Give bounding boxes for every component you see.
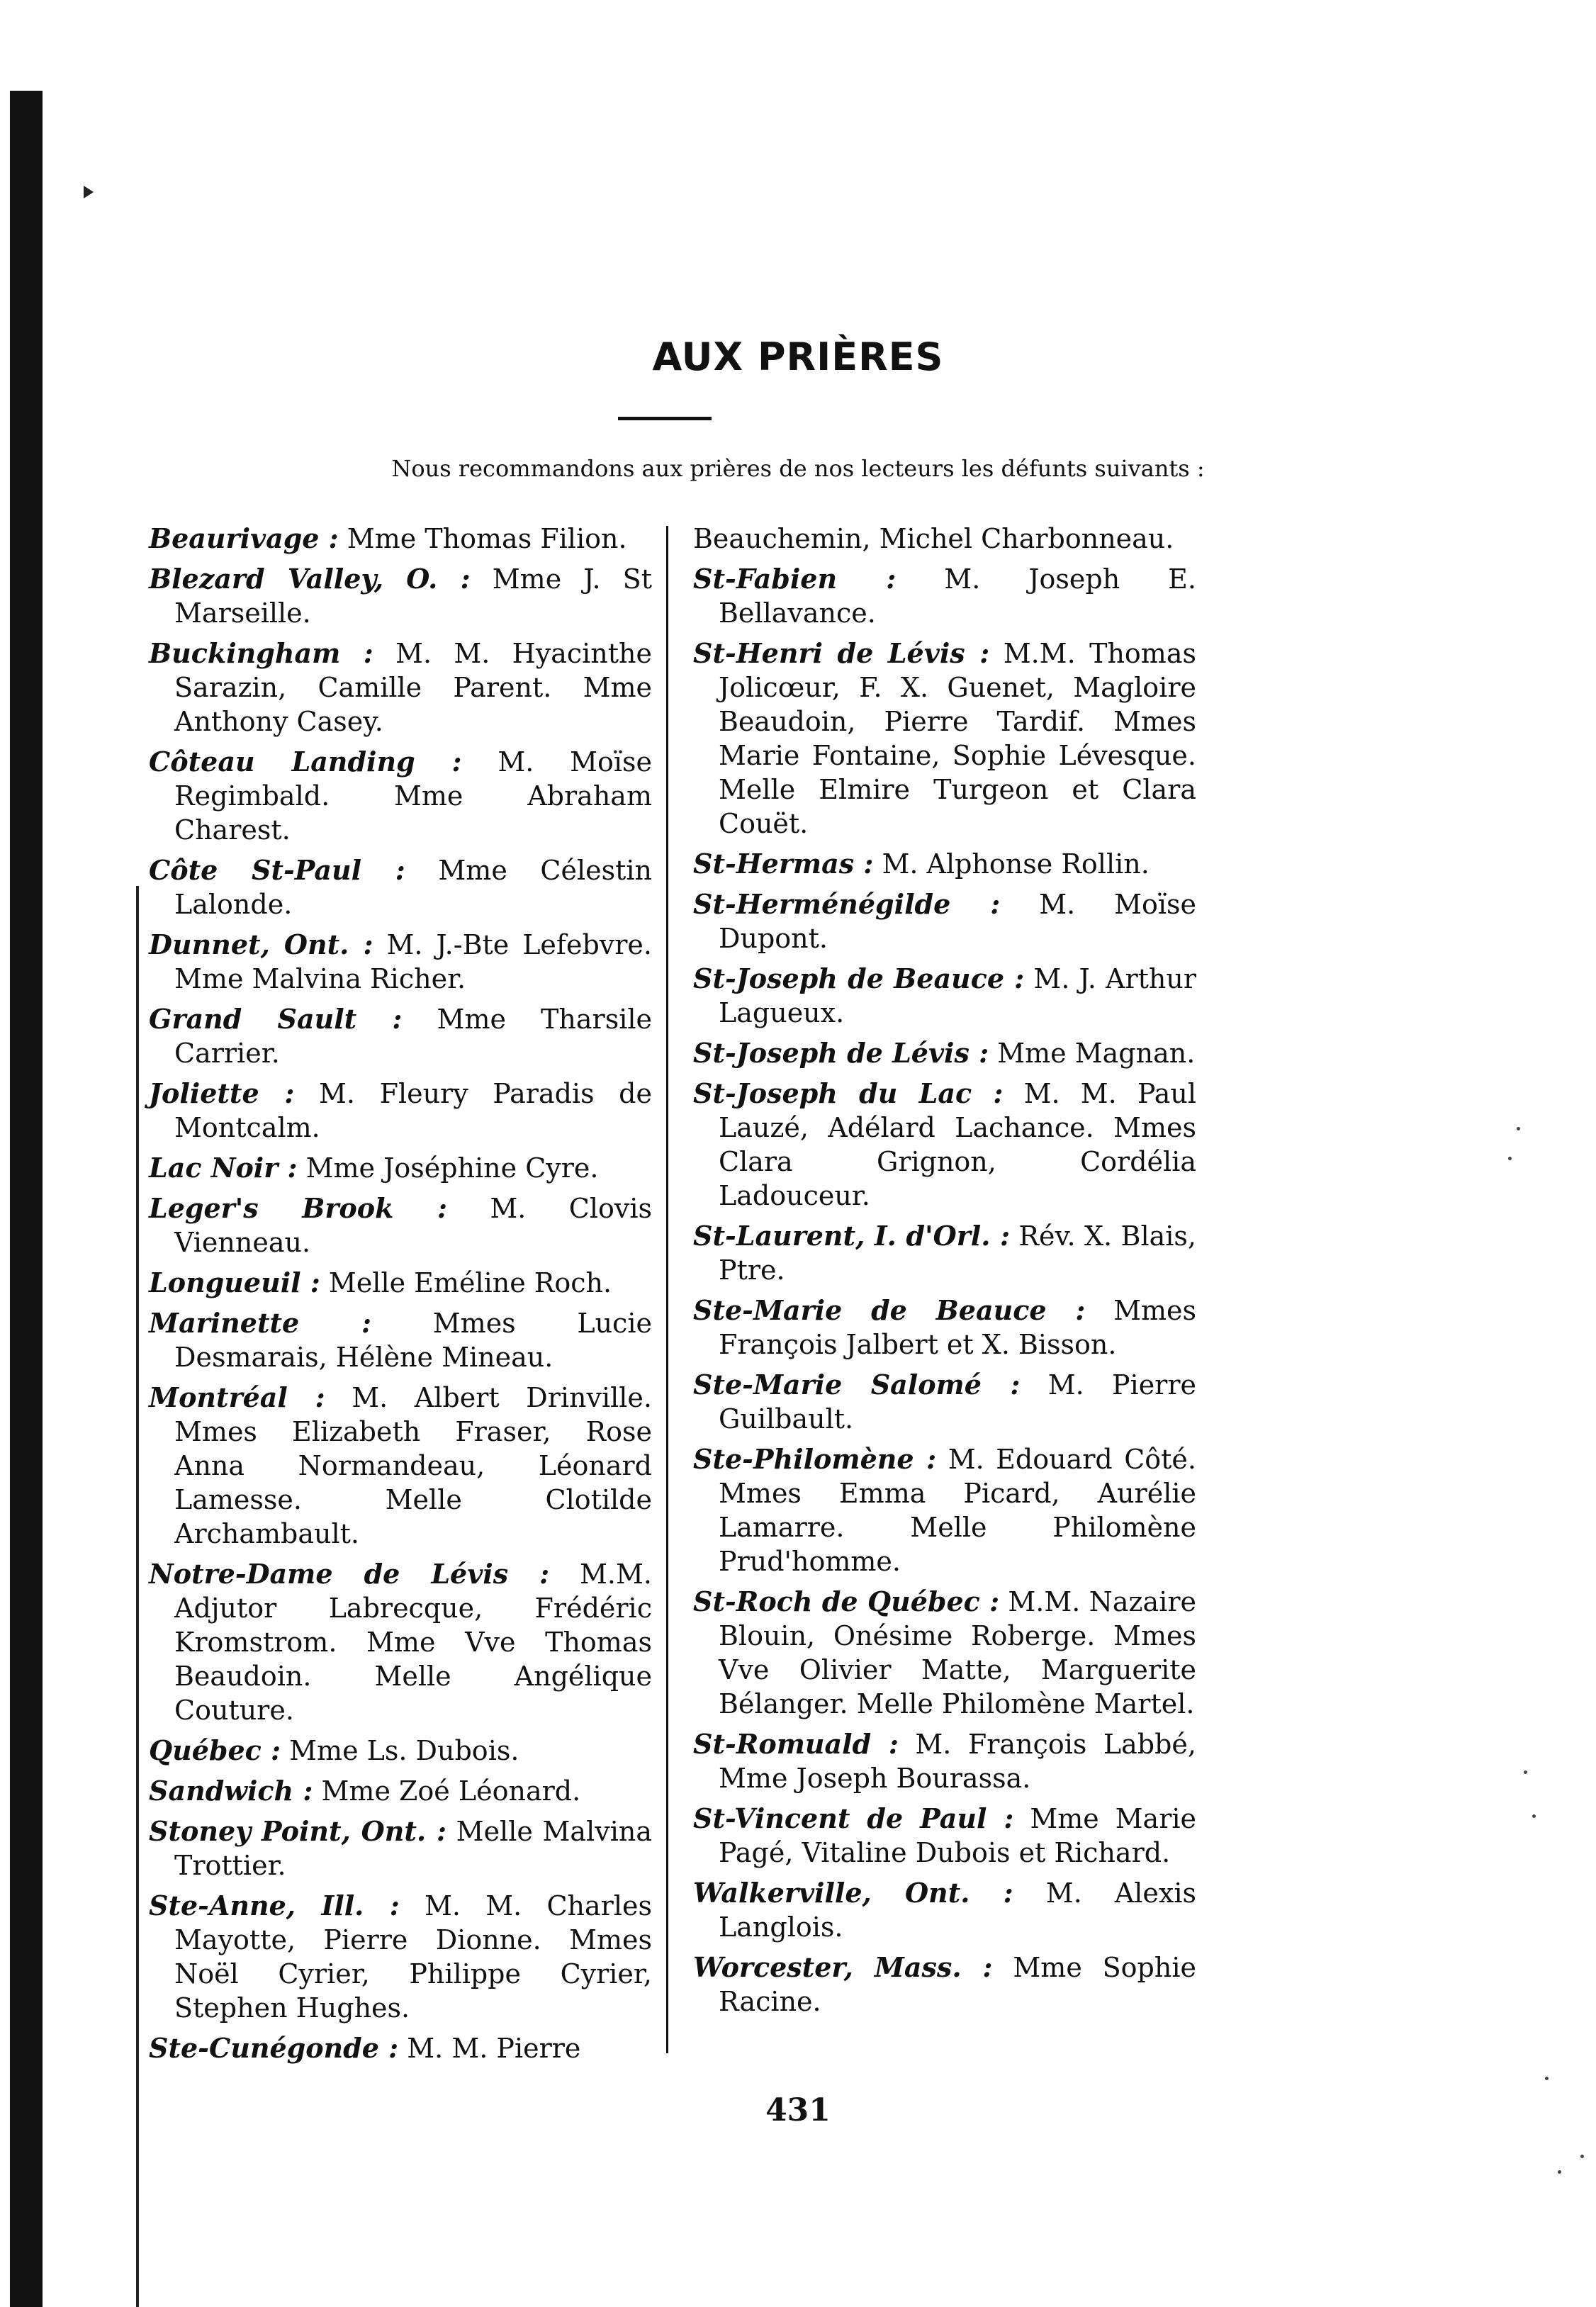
parish-name: Blezard Valley, O. :: [149, 563, 471, 595]
parish-name: Sandwich :: [149, 1775, 313, 1807]
obituary-entry: [693, 522, 1196, 556]
deceased-names: Mme Ls. Dubois.: [281, 1735, 519, 1766]
parish-name: Buckingham :: [149, 637, 373, 669]
obituary-entry: [693, 1802, 1196, 1870]
parish-name: St-Herménégilde :: [693, 888, 1001, 920]
deceased-names: Mme Tharsile Carrier.: [174, 1004, 652, 1069]
parish-name: Longueuil :: [149, 1267, 320, 1298]
deceased-names: M. Pierre Guilbault.: [719, 1369, 1196, 1435]
parish-name: St-Roch de Québec :: [693, 1585, 1000, 1617]
column-divider: [666, 526, 668, 2053]
deceased-names: M. Edouard Côté. Mmes Emma Picard, Aurélie Lamarre. Melle Philomène Prud'homme.: [719, 1444, 1197, 1577]
obituary-entry: [693, 1876, 1196, 1944]
parish-name: St-Henri de Lévis :: [693, 637, 990, 669]
parish-name: St-Vincent de Paul :: [693, 1802, 1014, 1834]
parish-name: St-Joseph de Beauce :: [693, 962, 1025, 994]
obituary-entry: [149, 928, 652, 996]
deceased-names: Melle Malvina Trottier.: [174, 1816, 652, 1881]
obituary-entry: [693, 1950, 1196, 2019]
deceased-names: M. Joseph E. Bellavance.: [719, 563, 1196, 629]
deceased-names: Mme Sophie Racine.: [719, 1952, 1196, 2017]
deceased-names: M. M. Charles Mayotte, Pierre Dionne. Mmes Noël Cyrier, Philippe Cyrier, Stephen Hughes.: [174, 1890, 652, 2023]
obituary-entry: [149, 562, 652, 630]
deceased-names: M. J. Arthur Lagueux.: [719, 963, 1197, 1028]
obituary-entry: [693, 1293, 1196, 1362]
obituary-entry: [693, 1442, 1196, 1578]
deceased-names: M. Clovis Vienneau.: [174, 1193, 652, 1258]
deceased-names: M. M. Hyacinthe Sarazin, Camille Parent. Mme Anthony Casey.: [174, 638, 652, 737]
deceased-names: Mme J. St Marseille.: [174, 563, 652, 629]
parish-name: Ste-Anne, Ill. :: [149, 1890, 400, 1921]
obituary-entry: [149, 522, 652, 556]
parish-name: Lac Noir :: [149, 1152, 298, 1184]
parish-name: Grand Sault :: [149, 1003, 403, 1035]
parish-name: St-Fabien :: [693, 563, 897, 595]
deceased-names: M.M. Adjutor Labrecque, Frédéric Kromstrom. Mme Vve Thomas Beaudoin. Melle Angélique Couture.: [174, 1559, 652, 1726]
parish-name: Ste-Marie Salomé :: [693, 1369, 1021, 1401]
page-number: 431: [765, 2092, 831, 2128]
parish-name: Worcester, Mass. :: [693, 1951, 993, 1983]
obituary-entry: [149, 1002, 652, 1070]
obituary-entry: [149, 853, 652, 921]
parish-name: Beaurivage :: [149, 522, 339, 554]
parish-name: Montréal :: [149, 1381, 325, 1413]
deceased-names: M. Moïse Regimbald. Mme Abraham Charest.: [174, 746, 652, 846]
scan-speck: [1508, 1157, 1512, 1160]
parish-name: St-Joseph du Lac :: [693, 1077, 1004, 1109]
deceased-names: Mmes Lucie Desmarais, Hélène Mineau.: [174, 1308, 652, 1373]
parish-name: Côte St-Paul :: [149, 854, 405, 886]
obituary-entry: [693, 962, 1196, 1030]
obituary-entry: [149, 1381, 652, 1551]
parish-name: St-Romuald :: [693, 1728, 899, 1760]
deceased-names: M. Fleury Paradis de Montcalm.: [174, 1078, 652, 1143]
obituary-entry: [149, 745, 652, 847]
obituary-entry: [693, 1036, 1196, 1070]
deceased-names: M. Moïse Dupont.: [719, 889, 1196, 954]
title-divider: [618, 417, 712, 420]
obituary-entry: [149, 1814, 652, 1882]
parish-name: Leger's Brook :: [149, 1192, 447, 1224]
deceased-names: Melle Eméline Roch.: [320, 1267, 612, 1298]
obituary-entry: [693, 887, 1196, 955]
deceased-names: M. Alexis Langlois.: [719, 1877, 1196, 1943]
deceased-names: Mme Thomas Filion.: [338, 523, 627, 554]
obituary-entry: [149, 636, 652, 739]
left-column: [149, 522, 652, 2072]
parish-name: Walkerville, Ont. :: [693, 1877, 1013, 1909]
parish-name: Stoney Point, Ont. :: [149, 1815, 446, 1847]
deceased-names: M. J.-Bte Lefebvre. Mme Malvina Richer.: [174, 929, 652, 994]
obituary-entry: [693, 562, 1196, 630]
deceased-names: Mmes François Jalbert et X. Bisson.: [719, 1295, 1196, 1360]
obituary-entry: [149, 1077, 652, 1145]
deceased-names: M. François Labbé, Mme Joseph Bourassa.: [719, 1729, 1196, 1794]
page-title: AUX PRIÈRES: [652, 335, 944, 379]
deceased-names: Mme Magnan.: [989, 1038, 1196, 1069]
parish-name: Québec :: [149, 1734, 281, 1766]
deceased-names: Beauchemin, Michel Charbonneau.: [693, 523, 1174, 554]
obituary-entry: [149, 1151, 652, 1185]
deceased-names: Mme Zoé Léonard.: [313, 1775, 581, 1807]
obituary-entry: [693, 1219, 1196, 1287]
parish-name: St-Joseph de Lévis :: [693, 1037, 989, 1069]
right-column: [693, 522, 1196, 2025]
parish-name: Notre-Dame de Lévis :: [149, 1558, 550, 1590]
scan-speck: [1532, 1814, 1536, 1818]
deceased-names: M. Alphonse Rollin.: [873, 848, 1150, 880]
obituary-entry: [149, 1889, 652, 2025]
parish-name: Ste-Cunégonde :: [149, 2032, 399, 2064]
deceased-names: Mme Joséphine Cyre.: [297, 1152, 599, 1184]
parish-name: Côteau Landing :: [149, 746, 462, 778]
scan-speck: [1517, 1127, 1520, 1130]
deceased-names: M. M. Paul Lauzé, Adélard Lachance. Mmes Clara Grignon, Cordélia Ladouceur.: [719, 1078, 1196, 1211]
parish-name: St-Hermas :: [693, 848, 874, 880]
parish-name: Dunnet, Ont. :: [149, 928, 373, 960]
scan-speck: [1524, 1770, 1527, 1774]
obituary-entry: [149, 1557, 652, 1727]
binding-edge: [10, 91, 43, 2307]
obituary-entry: [149, 1306, 652, 1374]
obituary-entry: [693, 1585, 1196, 1721]
obituary-entry: [693, 636, 1196, 841]
scan-speck: [1558, 2170, 1561, 2174]
parish-name: Marinette :: [149, 1307, 372, 1339]
obituary-entry: [149, 1266, 652, 1300]
obituary-entry: [693, 847, 1196, 881]
obituary-entry: [693, 1727, 1196, 1795]
margin-arrow-icon: [84, 186, 94, 198]
page-subtitle: Nous recommandons aux prières de nos lecteurs les défunts suivants :: [391, 455, 1205, 482]
obituary-entry: [693, 1077, 1196, 1213]
obituary-entry: [149, 2031, 652, 2065]
deceased-names: M. M. Pierre: [398, 2033, 581, 2064]
parish-name: Joliette :: [149, 1077, 295, 1109]
obituary-entry: [149, 1774, 652, 1808]
scan-speck: [1580, 2155, 1584, 2158]
deceased-names: M. Albert Drinville. Mmes Elizabeth Fraser, Rose Anna Normandeau, Léonard Lamesse. Melle Clotilde Archambault.: [174, 1382, 652, 1549]
parish-name: Ste-Marie de Beauce :: [693, 1294, 1086, 1326]
deceased-names: M.M. Thomas Jolicœur, F. X. Guenet, Magloire Beaudoin, Pierre Tardif. Mmes Marie Fontaine, Sophie Lévesque. Melle Elmire Turgeon et Clara Couët.: [719, 638, 1196, 839]
obituary-entry: [149, 1191, 652, 1259]
parish-name: St-Laurent, I. d'Orl. :: [693, 1220, 1011, 1252]
deceased-names: Mme Célestin Lalonde.: [174, 855, 652, 920]
deceased-names: Mme Marie Pagé, Vitaline Dubois et Richard.: [719, 1803, 1196, 1868]
obituary-entry: [149, 1734, 652, 1768]
deceased-names: M.M. Nazaire Blouin, Onésime Roberge. Mmes Vve Olivier Matte, Marguerite Bélanger. Melle Philomène Martel.: [719, 1586, 1196, 1719]
scan-speck: [1545, 2077, 1549, 2080]
obituary-entry: [693, 1368, 1196, 1436]
deceased-names: Rév. X. Blais, Ptre.: [719, 1220, 1196, 1286]
parish-name: Ste-Philomène :: [693, 1443, 937, 1475]
